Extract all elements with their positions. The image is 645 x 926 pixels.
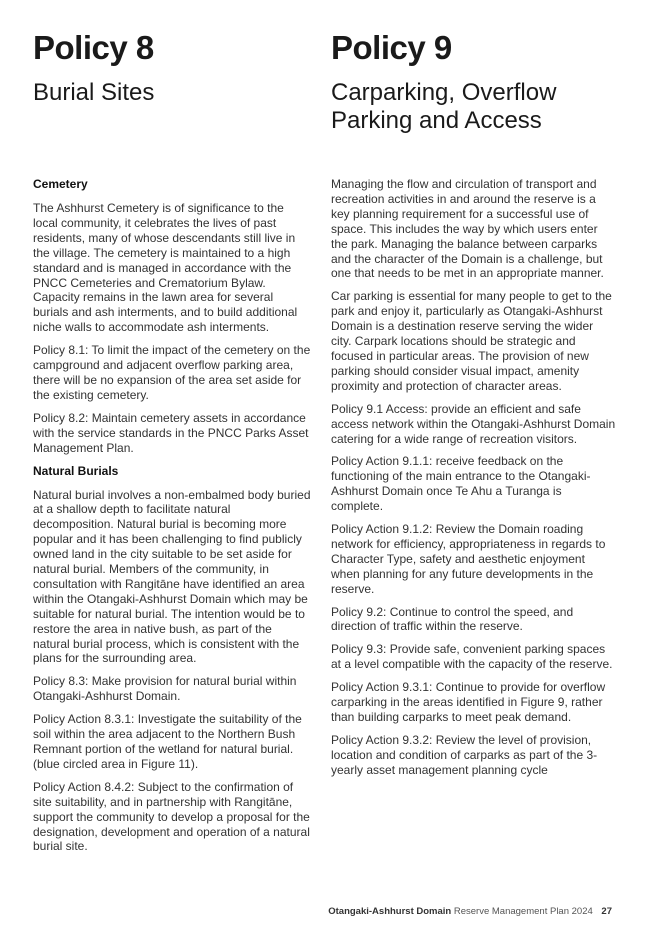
policy-8-paragraph: Policy Action 8.4.2: Subject to the confirmation of site suitability, and in partnership with Rangitāne, support the community to develop a proposal for the designation, development and operation of a natural burial site.	[33, 779, 310, 854]
policy-9-paragraph: Policy Action 9.1.2: Review the Domain roading network for efficiency, appropriateness in regards to Character Type, safety and aesthetic enjoyment when planning for any future developments in the reserve.	[331, 522, 606, 596]
policy-8-subtitle: Burial Sites	[33, 79, 155, 106]
policy-9-paragraph: Car parking is essential for many people to get to the park and enjoy it, particularly as Otangaki-Ashhurst Domain is a destination reserve serving the wider city. Carpark locations should be strategic and focused in particular areas. The provision of new parking should consider visual impact, amenity proximity and protection of character areas.	[331, 289, 612, 393]
page-footer	[328, 906, 612, 917]
policy-9-paragraph: Policy 9.3: Provide safe, convenient parking spaces at a level compatible with the capacity of the reserve.	[331, 642, 613, 672]
policy-8-paragraph: Policy 8.1: To limit the impact of the cemetery on the campground and adjacent overflow parking area, there will be no expansion of the area set aside for the existing cemetery.	[33, 343, 311, 402]
policy-9-subtitle: Carparking, Overflow Parking and Access	[331, 79, 557, 134]
policy-9-paragraph: Managing the flow and circulation of transport and recreation activities in and around the reserve is a key planning requirement for a successful use of space. This includes the way by which users enter the park. Managing the balance between carparks and the character of the Domain is a challenge, but one that needs to be met in an appropriate manner.	[331, 177, 604, 281]
policy-9-paragraph: Policy 9.1 Access: provide an efficient and safe access network within the Otangaki-Ashhurst Domain catering for a wide range of recreation visitors.	[331, 401, 616, 446]
policy-8-heading: Policy 8	[33, 29, 154, 66]
policy-8-paragraph: Policy 8.3: Make provision for natural burial within Otangaki-Ashhurst Domain.	[33, 674, 297, 704]
policy-9-paragraph: Policy 9.2: Continue to control the speed, and direction of traffic within the reserve.	[331, 604, 574, 634]
footer-doc-title: Reserve Management Plan 2024	[453, 906, 593, 917]
policy-9-paragraph: Policy Action 9.3.2: Review the level of provision, location and condition of carparks as part of the 3-yearly asset management planning cycle	[331, 732, 598, 777]
policy-8-paragraph: Policy 8.2: Maintain cemetery assets in accordance with the service standards in the PNCC Parks Asset Management Plan.	[33, 410, 309, 455]
policy-8-body	[33, 177, 311, 862]
policy-9-paragraph: Policy Action 9.3.1: Continue to provide for overflow carparking in the areas identified in Figure 9, rather than building carparks to meet peak demand.	[331, 680, 606, 724]
footer-brand: Otangaki-Ashhurst Domain	[328, 906, 452, 917]
policy-8-section-heading: Natural Burials	[33, 463, 119, 478]
policy-8-paragraph: Policy Action 8.3.1: Investigate the suitability of the soil within the area adjacent to the Northern Bush Remnant portion of the wetland for natural burial. (blue circled area in Figure 11).	[33, 712, 302, 771]
policy-9-paragraph: Policy Action 9.1.1: receive feedback on the functioning of the main entrance to the Otangaki-Ashhurst Domain once Te Ahu a Turanga is complete.	[331, 454, 591, 514]
policy-8-section-heading: Cemetery	[33, 177, 88, 191]
policy-8-paragraph: Natural burial involves a non-embalmed body buried at a shallow depth to facilitate natural decomposition. Natural burial is becoming more popular and it has been challenging to find publicly owned land in the city suitable to be set aside for natural burial. Members of the community, in consultation with Rangitāne have identified an area within the Otangaki-Ashhurst Domain which may be suitable for natural burial. The intention would be to restore the area in native bush, as part of the natural burial process, which is consistent with the plans for the surrounding area.	[33, 487, 311, 666]
page-number: 27	[601, 906, 612, 917]
policy-8-paragraph: The Ashhurst Cemetery is of significance to the local community, it celebrates the lives of past residents, many of whose descendants still live in the village. The cemetery is maintained to a high standard and is managed in accordance with the PNCC Cemeteries and Crematorium Bylaw. Capacity remains in the lawn area for several burials and ash interments, and to build additional niche walls to accommodate ash interments.	[33, 201, 298, 335]
policy-9-heading: Policy 9	[331, 29, 452, 66]
policy-9-body	[331, 177, 616, 786]
